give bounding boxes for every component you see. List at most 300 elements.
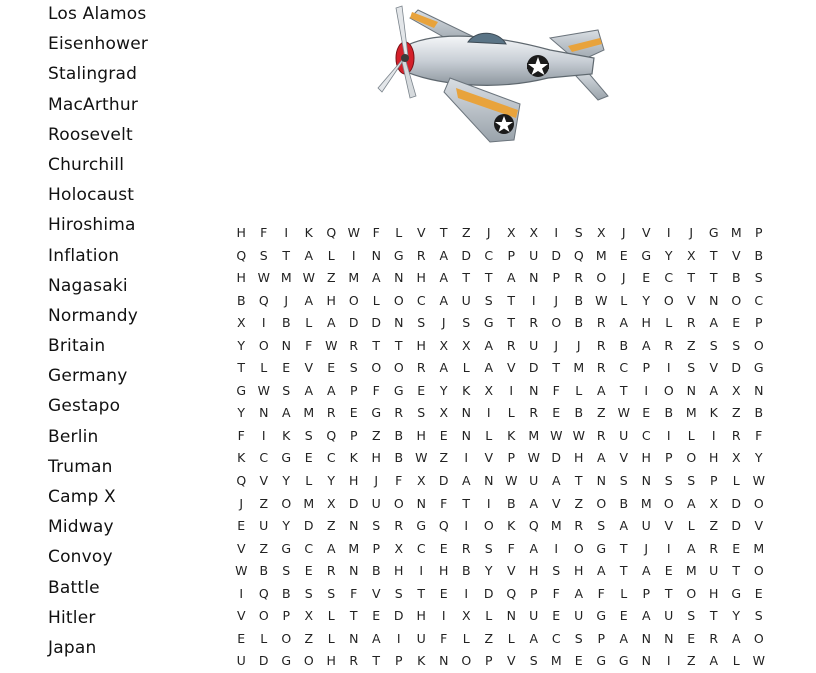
grid-letter: J [441,315,446,331]
grid-letter: I [464,518,469,534]
grid-letter: Y [237,405,246,421]
grid-letter: B [574,405,584,421]
grid-row [230,245,770,268]
grid-row [230,357,770,380]
grid-letter: L [732,473,740,489]
grid-letter: S [687,473,696,489]
grid-row [230,222,770,245]
grid-letter: N [506,608,516,624]
grid-letter: G [596,540,607,556]
word-search-grid [230,222,770,673]
grid-letter: H [416,270,426,286]
word-list [48,0,218,663]
grid-letter: E [327,360,336,376]
grid-letter: L [507,405,515,421]
grid-letter: A [484,337,494,353]
grid-letter: F [372,382,380,398]
grid-letter: O [348,292,359,308]
grid-letter: R [596,427,606,443]
grid-letter: F [305,337,313,353]
grid-letter: U [461,292,471,308]
grid-letter: O [258,608,269,624]
word-list-item: Roosevelt [48,124,133,145]
grid-letter: G [281,540,292,556]
grid-letter: V [236,608,246,624]
grid-letter: O [753,630,764,646]
grid-letter: M [528,427,540,443]
grid-letter: S [529,653,538,669]
grid-letter: A [529,495,539,511]
grid-letter: N [641,630,651,646]
grid-letter: L [665,315,673,331]
grid-row [230,583,770,606]
grid-letter: A [371,270,381,286]
grid-letter: E [439,540,448,556]
word-list-item: Germany [48,366,128,387]
grid-letter: F [440,495,448,511]
grid-letter: A [686,540,696,556]
grid-letter: E [552,608,561,624]
grid-letter: B [506,495,516,511]
grid-letter: R [326,563,336,579]
grid-letter: N [686,382,696,398]
grid-letter: Q [326,225,337,240]
grid-letter: I [644,382,649,398]
grid-letter: M [595,247,607,263]
grid-letter: S [552,563,561,579]
grid-letter: G [393,382,404,398]
grid-letter: O [551,315,562,331]
grid-letter: N [529,382,539,398]
grid-letter: M [685,405,697,421]
grid-letter: J [239,495,244,511]
grid-letter: X [439,337,449,353]
grid-letter: P [597,630,606,646]
grid-letter: O [393,292,404,308]
grid-letter: A [731,630,741,646]
grid-letter: A [574,585,584,601]
grid-letter: A [709,653,719,669]
grid-letter: E [642,405,651,421]
grid-letter: O [281,495,292,511]
grid-letter: H [236,225,246,240]
grid-letter: Q [438,518,449,534]
grid-row [230,605,770,628]
grid-letter: A [371,630,381,646]
fighter-plane-icon [372,0,614,148]
grid-letter: O [686,585,697,601]
grid-letter: I [509,382,514,398]
grid-letter: J [689,225,694,240]
grid-letter: R [664,337,674,353]
grid-letter: Q [236,247,247,263]
grid-letter: C [619,360,629,376]
grid-letter: I [666,225,671,240]
grid-letter: Z [484,630,494,646]
grid-letter: T [619,382,628,398]
grid-letter: R [596,337,606,353]
grid-letter: E [687,630,696,646]
word-list-item: Inflation [48,245,120,266]
grid-letter: E [642,270,651,286]
grid-letter: G [596,653,607,669]
word-list-item: Holocaust [48,185,135,206]
grid-letter: R [506,337,516,353]
grid-letter: G [641,247,652,263]
grid-letter: D [371,315,382,331]
grid-letter: L [620,292,628,308]
grid-letter: X [304,608,314,624]
word-list-item: Convoy [48,547,113,568]
word-list-item: Los Alamos [48,4,147,24]
grid-letter: R [596,315,606,331]
grid-row [230,380,770,403]
grid-letter: N [394,270,404,286]
grid-letter: V [506,653,516,669]
grid-letter: R [394,405,404,421]
grid-letter: V [304,360,314,376]
grid-letter: Y [237,337,246,353]
word-list-item: Hitler [48,607,96,628]
grid-letter: X [416,473,426,489]
grid-letter: S [754,608,763,624]
grid-letter: L [687,427,695,443]
grid-letter: A [326,315,336,331]
grid-letter: T [664,585,673,601]
grid-letter: A [439,292,449,308]
grid-letter: L [395,225,403,240]
grid-letter: G [236,382,247,398]
grid-letter: A [709,382,719,398]
grid-letter: X [506,225,516,240]
grid-letter: W [505,473,518,489]
grid-letter: I [464,450,469,466]
grid-letter: A [529,540,539,556]
grid-letter: V [709,360,719,376]
grid-letter: V [551,495,561,511]
grid-letter: M [348,540,360,556]
grid-letter: Z [371,427,381,443]
grid-letter: S [304,585,313,601]
grid-letter: V [641,225,651,240]
grid-letter: G [596,608,607,624]
grid-letter: E [552,405,561,421]
grid-letter: Q [326,427,337,443]
grid-letter: M [550,518,562,534]
grid-letter: O [596,270,607,286]
grid-letter: Z [686,653,696,669]
grid-letter: A [326,540,336,556]
grid-letter: A [641,608,651,624]
grid-letter: E [574,653,583,669]
grid-letter: R [709,540,719,556]
grid-letter: I [419,563,424,579]
grid-letter: L [372,292,380,308]
grid-letter: E [439,427,448,443]
grid-row [230,538,770,561]
grid-letter: G [281,653,292,669]
grid-letter: X [236,315,246,331]
grid-letter: Y [439,382,448,398]
grid-letter: R [574,518,584,534]
grid-letter: V [686,292,696,308]
grid-letter: S [754,270,763,286]
grid-letter: W [325,337,338,353]
grid-letter: P [282,608,291,624]
grid-letter: H [574,563,584,579]
grid-letter: I [554,540,559,556]
grid-letter: I [666,427,671,443]
grid-letter: U [641,518,651,534]
grid-letter: T [417,585,426,601]
grid-letter: F [597,585,605,601]
grid-letter: Z [709,518,719,534]
grid-letter: T [709,247,718,263]
grid-letter: O [371,360,382,376]
grid-letter: Q [236,473,247,489]
grid-letter: U [416,630,426,646]
grid-letter: I [396,630,401,646]
grid-letter: P [372,540,381,556]
grid-letter: V [484,450,494,466]
grid-letter: M [550,653,562,669]
grid-letter: B [394,427,404,443]
grid-letter: B [754,405,764,421]
grid-letter: R [349,337,359,353]
grid-letter: T [732,563,741,579]
grid-row [230,402,770,425]
grid-letter: I [711,427,716,443]
grid-letter: P [529,585,538,601]
grid-letter: K [709,405,718,421]
grid-letter: N [596,473,606,489]
grid-letter: A [326,382,336,398]
grid-row [230,515,770,538]
grid-letter: V [664,518,674,534]
grid-letter: X [326,495,336,511]
grid-letter: R [416,360,426,376]
grid-letter: C [551,630,561,646]
grid-letter: H [709,585,719,601]
grid-letter: B [236,292,246,308]
grid-letter: E [304,450,313,466]
grid-letter: A [439,360,449,376]
grid-letter: Z [686,337,696,353]
grid-letter: N [259,405,269,421]
grid-letter: S [484,292,493,308]
grid-letter: Q [258,585,269,601]
grid-letter: L [327,630,335,646]
grid-letter: T [462,270,471,286]
grid-letter: S [259,247,268,263]
grid-letter: R [709,630,719,646]
grid-letter: I [531,292,536,308]
grid-letter: K [507,518,516,534]
grid-letter: V [731,247,741,263]
grid-letter: R [529,405,539,421]
grid-letter: H [326,292,336,308]
grid-letter: X [439,405,449,421]
grid-letter: P [349,382,358,398]
grid-letter: V [259,473,269,489]
grid-letter: A [461,473,471,489]
grid-letter: S [619,473,628,489]
grid-letter: P [552,270,561,286]
grid-letter: F [260,225,268,240]
grid-letter: R [416,247,426,263]
grid-letter: U [236,653,246,669]
grid-letter: K [282,427,291,443]
grid-letter: B [619,495,629,511]
grid-letter: J [486,225,491,240]
grid-letter: T [349,608,358,624]
grid-letter: Z [326,270,336,286]
grid-letter: K [237,450,246,466]
grid-letter: K [417,653,426,669]
grid-letter: Z [596,405,606,421]
grid-letter: G [393,247,404,263]
grid-letter: R [394,518,404,534]
grid-letter: M [348,270,360,286]
grid-letter: A [304,382,314,398]
grid-letter: Z [461,225,471,240]
grid-letter: B [281,315,291,331]
grid-letter: D [731,518,742,534]
grid-letter: S [417,405,426,421]
grid-letter: F [552,585,560,601]
grid-letter: A [281,405,291,421]
grid-letter: A [596,382,606,398]
grid-letter: C [326,450,336,466]
grid-letter: O [663,292,674,308]
grid-letter: J [554,337,559,353]
grid-letter: J [284,292,289,308]
word-list-item: Stalingrad [48,64,138,85]
grid-letter: E [349,405,358,421]
grid-letter: U [529,247,539,263]
grid-letter: K [507,427,516,443]
grid-letter: I [261,427,266,443]
grid-letter: A [439,247,449,263]
grid-letter: L [732,653,740,669]
grid-letter: M [303,405,315,421]
grid-letter: K [349,450,358,466]
grid-row [230,447,770,470]
grid-letter: I [284,225,289,240]
grid-letter: N [349,563,359,579]
grid-letter: V [371,585,381,601]
grid-letter: S [394,585,403,601]
grid-letter: J [621,225,626,240]
grid-letter: H [439,563,449,579]
grid-letter: B [461,563,471,579]
grid-letter: T [709,608,718,624]
grid-letter: R [461,540,471,556]
grid-letter: R [574,270,584,286]
grid-letter: N [754,382,764,398]
grid-letter: U [259,518,269,534]
grid-letter: B [754,247,764,263]
grid-letter: X [461,337,471,353]
grid-letter: B [574,315,584,331]
grid-letter: A [304,292,314,308]
grid-letter: H [416,427,426,443]
grid-letter: R [349,653,359,669]
grid-letter: C [259,450,269,466]
word-list-item: Hiroshima [48,215,136,236]
grid-letter: Y [732,608,741,624]
grid-letter: C [304,540,314,556]
grid-row [230,290,770,313]
grid-letter: S [282,563,291,579]
grid-letter: D [731,360,742,376]
grid-letter: S [574,630,583,646]
grid-letter: G [708,225,719,240]
grid-letter: K [462,382,471,398]
grid-letter: H [574,450,584,466]
grid-letter: N [484,473,494,489]
grid-letter: W [752,473,765,489]
word-list-item: Nagasaki [48,275,128,296]
grid-letter: J [554,292,559,308]
grid-row [230,312,770,335]
grid-letter: H [416,337,426,353]
grid-letter: M [640,495,652,511]
grid-letter: W [572,427,585,443]
grid-letter: P [394,653,403,669]
grid-letter: F [350,585,358,601]
grid-letter: A [619,630,629,646]
grid-letter: U [529,608,539,624]
grid-letter: V [236,540,246,556]
grid-letter: U [619,427,629,443]
grid-letter: F [755,427,763,443]
grid-letter: Q [258,292,269,308]
grid-letter: O [753,337,764,353]
grid-letter: E [237,630,246,646]
grid-letter: I [239,585,244,601]
grid-letter: A [506,270,516,286]
grid-letter: O [753,563,764,579]
grid-letter: G [731,585,742,601]
word-list-item: Japan [48,637,97,658]
grid-letter: O [393,360,404,376]
grid-letter: L [485,608,493,624]
grid-letter: X [731,450,741,466]
grid-letter: W [235,563,248,579]
grid-letter: I [486,405,491,421]
grid-letter: T [709,270,718,286]
grid-letter: S [484,540,493,556]
grid-letter: B [619,337,629,353]
grid-letter: X [686,247,696,263]
grid-letter: F [237,427,245,443]
grid-letter: V [506,563,516,579]
grid-letter: R [596,360,606,376]
grid-letter: U [529,337,539,353]
grid-letter: P [709,473,718,489]
grid-letter: B [371,563,381,579]
grid-letter: T [394,337,403,353]
grid-letter: B [259,563,269,579]
grid-letter: L [462,630,470,646]
word-list-item: Battle [48,577,100,598]
grid-letter: O [573,540,584,556]
grid-letter: X [529,225,539,240]
grid-letter: P [349,427,358,443]
grid-letter: A [686,495,696,511]
grid-letter: E [732,315,741,331]
